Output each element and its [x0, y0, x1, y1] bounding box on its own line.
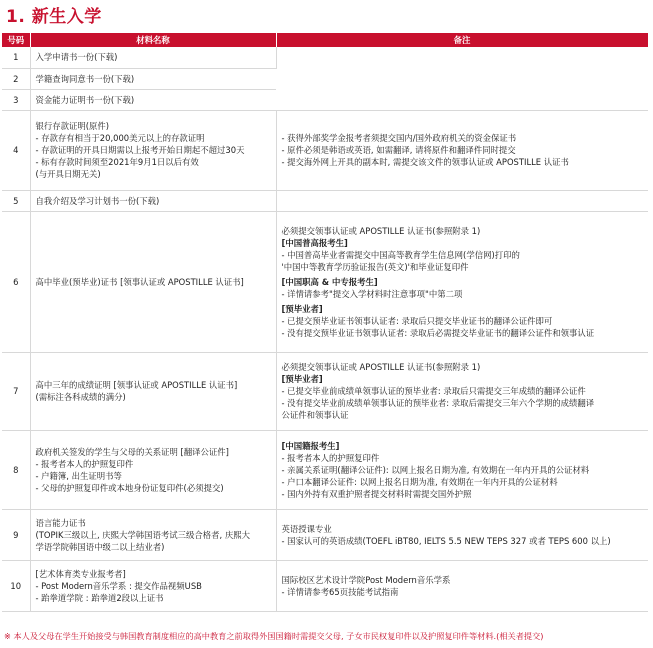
section-title: 1. 新生入学: [6, 7, 102, 27]
remark-line: - 没有提交预毕业证书领事认证者: 录取后必需提交毕业证书的翻译公证件和领事认证: [281, 327, 595, 338]
material-line: [艺术体育类专业报考者]: [35, 568, 126, 579]
table-row: [2, 190, 648, 211]
remark-line: 公证件和领事认证: [281, 410, 349, 420]
material-line: - 跆拳道学院 : 跆拳道2段以上证书: [35, 592, 164, 603]
row-num: 3: [2, 89, 30, 110]
row-num: 9: [2, 509, 30, 560]
material-line: 资金能力证明书一份(下载): [35, 94, 135, 105]
row-num: 10: [2, 560, 30, 611]
row-remark: [276, 509, 648, 560]
remark-line: - 详情请参考65页技能考试指南: [281, 586, 399, 597]
row-remark: [276, 352, 648, 430]
remark-line: [预毕业者]: [281, 374, 323, 384]
header-remark: 备注: [276, 33, 648, 47]
row-remark: [276, 211, 648, 352]
remark-line: - 国家认可的英语成绩(TOEFL iBT80, IELTS 5.5 NEW TEPS 327 或者 TEPS 600 以上): [281, 535, 611, 546]
remark-line: 英语授课专业: [281, 523, 332, 534]
materials-table: [2, 33, 649, 612]
material-line: (需标注各科成绩的满分): [35, 392, 126, 402]
material-line: 学语学院韩国语中级二以上结业者): [35, 541, 165, 552]
remark-line: - 户口本翻译公证件: 以网上报名日期为准, 有效期在一年内开具的公证材料: [281, 476, 558, 487]
material-line: 语言能力证书: [35, 517, 86, 528]
remark-line: - 详情请参考"提交入学材料时注意事项"中第二项: [281, 288, 463, 299]
row-material: [30, 352, 276, 430]
row-material: [30, 509, 276, 560]
table-row: [2, 211, 648, 352]
header-material: 材料名称: [30, 33, 276, 47]
material-line: - 存款证明的开具日期需以上报考开始日期起不超过30天: [35, 145, 245, 155]
material-line: (与开具日期无关): [35, 169, 101, 179]
material-line: - 存款存有相当于20,000美元以上的存款证明: [35, 133, 205, 143]
material-line: - 报考者本人的护照复印件: [35, 458, 134, 469]
row-material: [30, 89, 276, 110]
material-line: (TOPIK三级以上, 庆熙大学韩国语考试三级合格者, 庆熙大: [35, 529, 251, 540]
row-material: [30, 47, 276, 68]
remark-line: '中国中等教育学历验证报告(英文)'和毕业证复印件: [281, 261, 469, 272]
remark-line: - 提交海外网上开具的副本时, 需提交该文件的领事认证或 APOSTILLE 认证书: [281, 157, 569, 167]
remark-line: [中国普高报考生]: [281, 237, 348, 248]
row-remark: [276, 110, 648, 190]
table-row: [2, 47, 648, 68]
row-remark-empty: [276, 47, 648, 110]
row-remark: [276, 430, 648, 509]
material-line: 高中三年的成绩证明 [领事认证或 APOSTILLE 认证书]: [35, 380, 238, 390]
remark-line: - 原件必须是韩语或英语, 如需翻译, 请将原件和翻译件同时提交: [281, 145, 516, 155]
row-material: [30, 430, 276, 509]
row-material: [30, 190, 276, 211]
remark-line: - 亲属关系证明(翻译公证件): 以网上报名日期为准, 有效期在一年内开具的公证材料: [281, 464, 590, 475]
row-num: 5: [2, 190, 30, 211]
row-remark: [276, 560, 648, 611]
remark-line: 必须提交领事认证或 APOSTILLE 认证书(参照附录 1): [281, 225, 481, 236]
remark-line: - 报考者本人的护照复印件: [281, 452, 380, 463]
row-num: 1: [2, 47, 30, 68]
remark-line: - 已提交预毕业证书领事认证者: 录取后只提交毕业证书的翻译公证件即可: [281, 315, 553, 326]
material-line: 自我介绍及学习计划书一份(下载): [35, 195, 160, 206]
table-row: [2, 430, 648, 509]
row-num: 4: [2, 110, 30, 190]
row-material: [30, 110, 276, 190]
material-line: 银行存款证明(原件): [35, 121, 110, 131]
remark-line: [中国职高 & 中专报考生]: [281, 276, 378, 287]
footnote: ※ 本人及父母在学生开始接受与韩国教育制度相应的高中教育之前取得外国国籍时需提交父母, 子女市民权复印件以及护照复印件等材料.(相关者提交): [4, 631, 544, 641]
material-line: - 父母的护照复印件或本地身份证复印件(必须提交): [35, 482, 224, 493]
row-material: [30, 560, 276, 611]
remark-line: 必须提交领事认证或 APOSTILLE 认证书(参照附录 1): [281, 362, 481, 372]
material-line: - Post Modern音乐学系 : 提交作品视频USB: [35, 580, 202, 591]
row-num: 2: [2, 68, 30, 89]
material-line: - 户籍簿, 出生证明书等: [35, 470, 122, 481]
table-row: [2, 509, 648, 560]
remark-line: - 中国普高毕业者需提交中国高等教育学生信息网(学信网)打印的: [281, 249, 520, 260]
material-line: 入学申请书一份(下载): [35, 52, 118, 63]
header-num: 号码: [2, 33, 30, 47]
remark-line: - 国内外持有双重护照者提交材料时需提交国外护照: [281, 488, 472, 499]
material-line: 学籍查询同意书一份(下载): [35, 73, 135, 84]
remark-line: 国际校区艺术设计学院Post Modern音乐学系: [281, 574, 451, 585]
remark-line: - 没有提交毕业前成绩单领事认证的预毕业者: 录取后需提交三年六个学期的成绩翻译: [281, 398, 595, 408]
remark-line: [预毕业者]: [281, 303, 323, 314]
row-remark-empty: [276, 190, 648, 211]
row-material: [30, 68, 276, 89]
remark-line: - 已提交毕业前成绩单领事认证的预毕业者: 录取后只需提交三年成绩的翻译公证件: [281, 386, 586, 396]
table-row: [2, 352, 648, 430]
table-header-row: [2, 33, 648, 47]
material-line: - 标有存款时间须至2021年9月1日以后有效: [35, 157, 199, 167]
table-row: [2, 560, 648, 611]
row-num: 6: [2, 211, 30, 352]
remark-line: - 获得外部奖学金报考者须提交国内/国外政府机关的资金保证书: [281, 133, 517, 143]
material-line: 高中毕业(预毕业)证书 [领事认证或 APOSTILLE 认证书]: [35, 276, 244, 287]
remark-line: [中国籍报考生]: [281, 440, 340, 451]
row-num: 8: [2, 430, 30, 509]
row-num: 7: [2, 352, 30, 430]
row-material: [30, 211, 276, 352]
table-row: [2, 110, 648, 190]
material-line: 政府机关签发的学生与父母的关系证明 [翻译公证件]: [35, 446, 229, 457]
